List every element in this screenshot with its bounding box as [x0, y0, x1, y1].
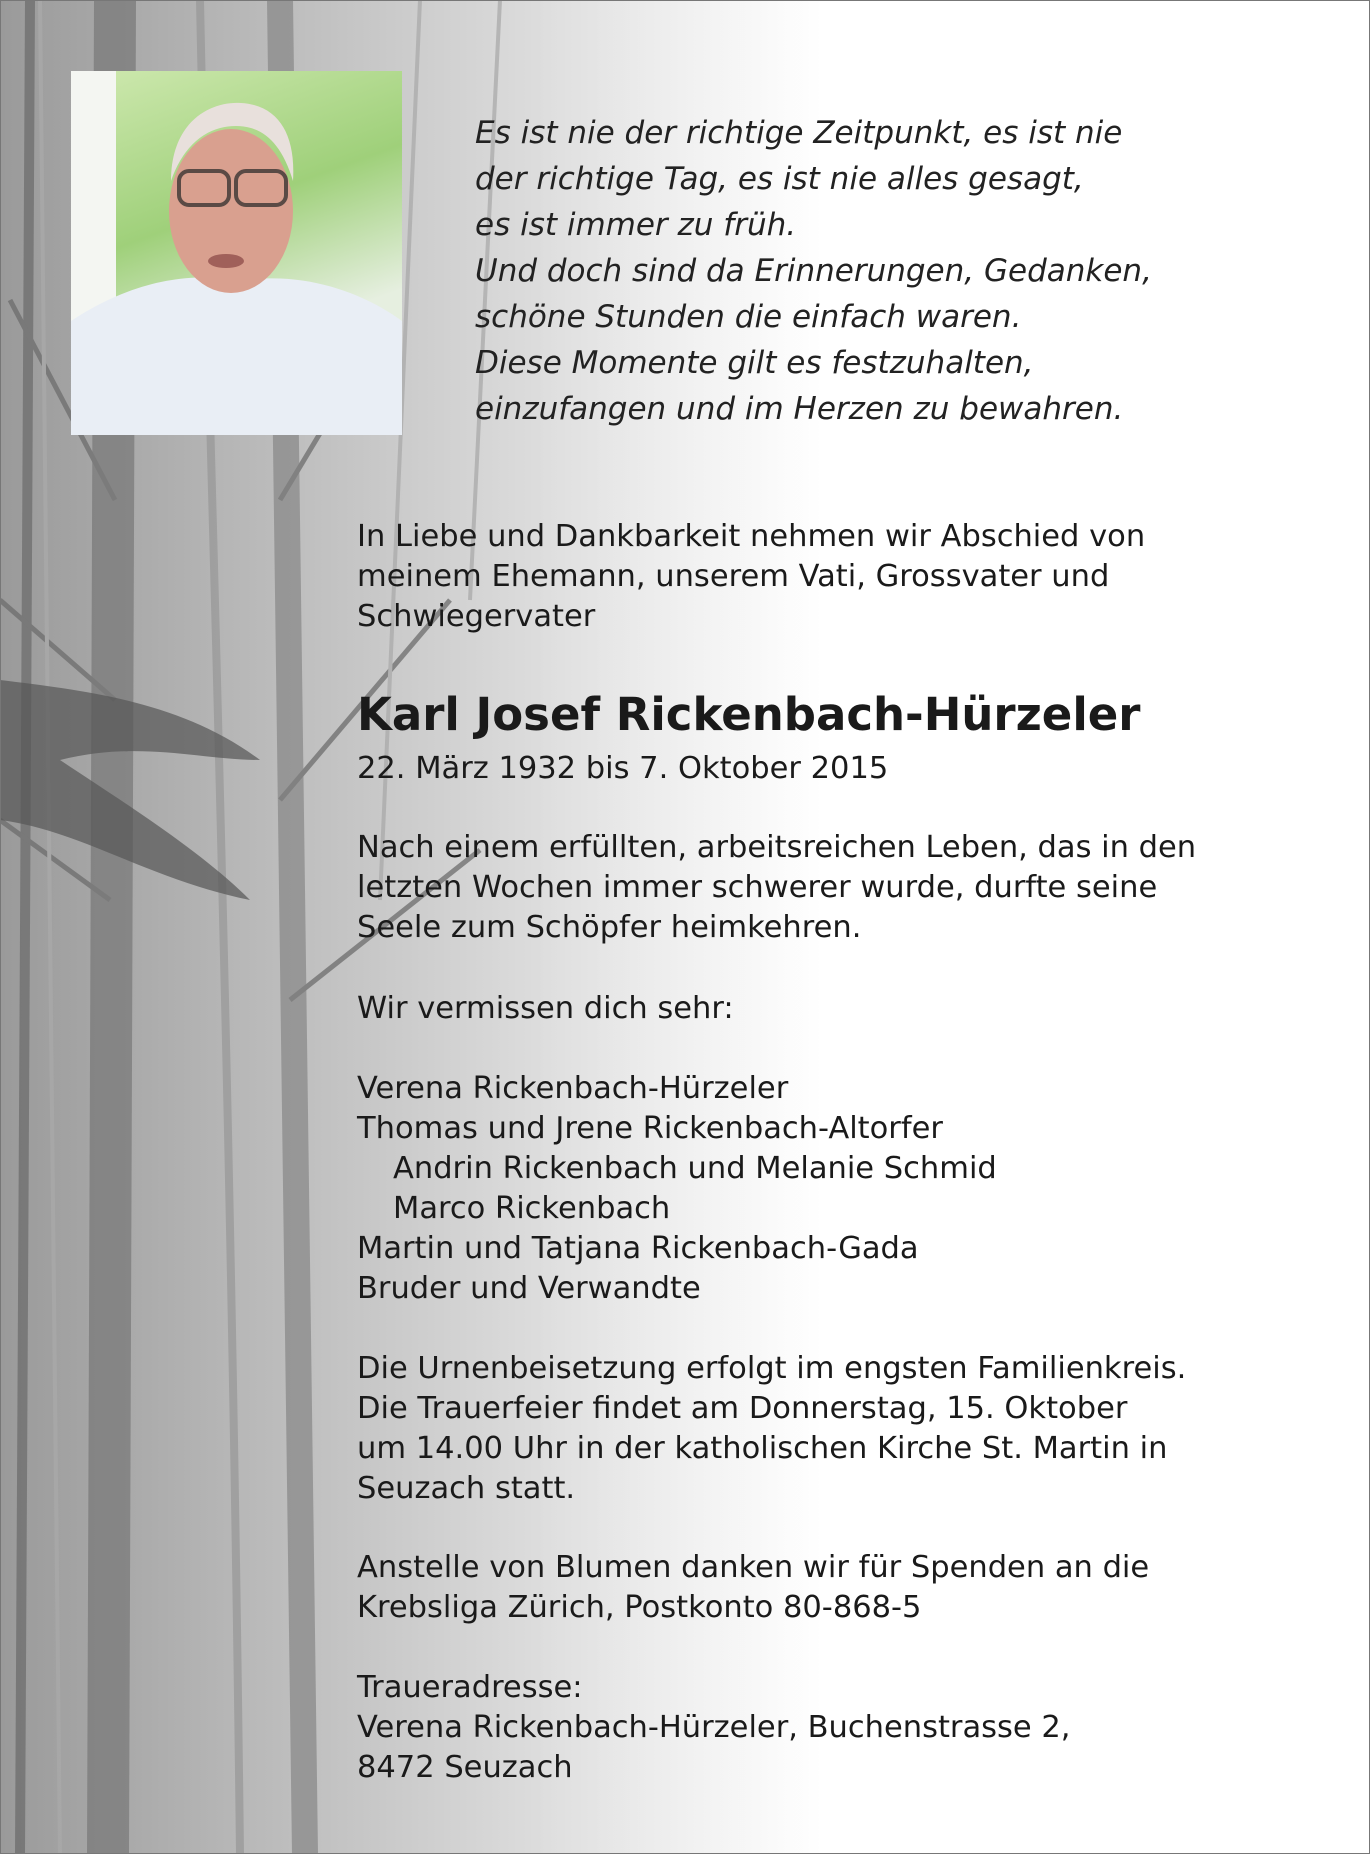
- mourner: Verena Rickenbach-Hürzeler: [357, 1071, 789, 1106]
- poem-line: Diese Momente gilt es festzuhalten,: [475, 345, 1034, 381]
- address-line: Traueradresse:: [357, 1670, 583, 1705]
- mourner: Thomas und Jrene Rickenbach-Altorfer: [357, 1111, 943, 1146]
- message-line: Seele zum Schöpfer heimkehren.: [357, 910, 862, 945]
- poem-line: einzufangen und im Herzen zu bewahren.: [475, 391, 1124, 427]
- message-text: [357, 828, 1196, 948]
- intro-line: Schwiegervater: [357, 599, 596, 634]
- address-line: 8472 Seuzach: [357, 1750, 573, 1785]
- message-line: letzten Wochen immer schwerer wurde, durfte seine: [357, 870, 1158, 905]
- intro-line: In Liebe und Dankbarkeit nehmen wir Abschied von: [357, 519, 1146, 554]
- mourner: Andrin Rickenbach und Melanie Schmid: [393, 1151, 997, 1186]
- life-dates: 22. März 1932 bis 7. Oktober 2015: [357, 751, 889, 786]
- poem-line: Es ist nie der richtige Zeitpunkt, es ist nie: [475, 115, 1123, 151]
- ceremony-text: [357, 1349, 1186, 1509]
- mourner: Bruder und Verwandte: [357, 1271, 701, 1306]
- donation-line: Krebsliga Zürich, Postkonto 80-868-5: [357, 1590, 922, 1625]
- intro-text: [357, 517, 1145, 637]
- mourner: Martin und Tatjana Rickenbach-Gada: [357, 1231, 919, 1266]
- mourners-list: [357, 1069, 997, 1309]
- deceased-name: Karl Josef Rickenbach-Hürzeler: [357, 688, 1141, 741]
- ceremony-line: Seuzach statt.: [357, 1471, 576, 1506]
- message-line: Nach einem erfüllten, arbeitsreichen Leben, das in den: [357, 830, 1197, 865]
- ceremony-line: Die Urnenbeisetzung erfolgt im engsten Familienkreis.: [357, 1351, 1187, 1386]
- portrait-photo: [71, 71, 402, 435]
- mourner: Marco Rickenbach: [393, 1191, 671, 1226]
- poem: [475, 110, 1152, 432]
- miss-text: Wir vermissen dich sehr:: [357, 991, 734, 1026]
- poem-line: Und doch sind da Erinnerungen, Gedanken,: [475, 253, 1152, 289]
- intro-line: meinem Ehemann, unserem Vati, Grossvater und: [357, 559, 1110, 594]
- poem-line: schöne Stunden die einfach waren.: [475, 299, 1022, 335]
- poem-line: der richtige Tag, es ist nie alles gesagt,: [475, 161, 1084, 197]
- donation-line: Anstelle von Blumen danken wir für Spenden an die: [357, 1550, 1150, 1585]
- ceremony-line: Die Trauerfeier findet am Donnerstag, 15. Oktober: [357, 1391, 1128, 1426]
- donation-text: [357, 1548, 1149, 1628]
- poem-line: es ist immer zu früh.: [475, 207, 797, 243]
- address-line: Verena Rickenbach-Hürzeler, Buchenstrasse 2,: [357, 1710, 1071, 1745]
- mourning-address: [357, 1668, 1071, 1788]
- ceremony-line: um 14.00 Uhr in der katholischen Kirche St. Martin in: [357, 1431, 1168, 1466]
